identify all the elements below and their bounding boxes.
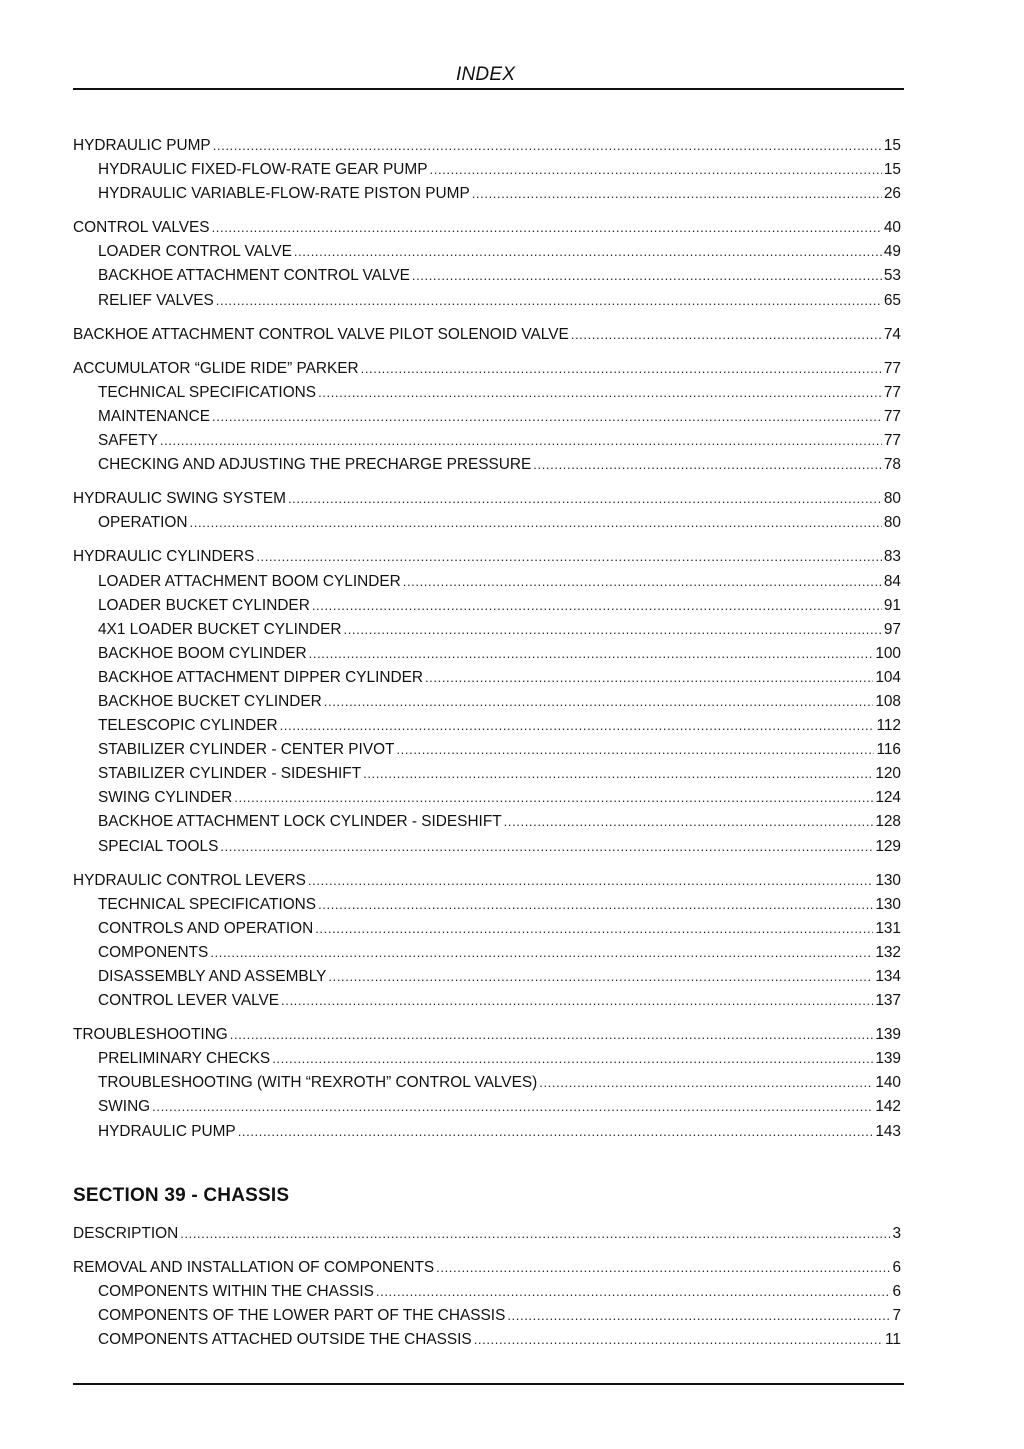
dot-leader [180, 1222, 890, 1246]
toc-entry-page: 139 [875, 1050, 901, 1068]
toc-entry-label: DISASSEMBLY AND ASSEMBLY [98, 968, 327, 985]
toc-entry[interactable] [73, 1222, 904, 1246]
toc-entry-label: RELIEF VALVES [98, 291, 214, 309]
toc-entry[interactable] [73, 453, 904, 477]
toc-group [73, 1222, 904, 1246]
toc-entry-label: BACKHOE ATTACHMENT CONTROL VALVE PILOT SOLENOID VALVE [73, 325, 569, 343]
toc-entry-page: 131 [875, 919, 901, 937]
toc-entry-page: 91 [883, 596, 901, 614]
toc-entry[interactable] [73, 666, 904, 690]
toc-entry[interactable] [73, 158, 904, 182]
dot-leader [308, 869, 873, 893]
toc-entry-page: 80 [883, 514, 901, 532]
dot-leader [436, 1256, 890, 1280]
toc-entry[interactable] [73, 264, 904, 288]
toc-entry-label: TROUBLESHOOTING [73, 1026, 228, 1044]
dot-leader [474, 1328, 883, 1352]
toc-entry[interactable] [73, 738, 904, 762]
toc-entry[interactable] [73, 1280, 904, 1304]
toc-entry[interactable] [73, 714, 904, 738]
toc-entry-page: 65 [883, 291, 901, 309]
toc-entry[interactable] [73, 893, 904, 917]
toc-group [73, 487, 904, 535]
toc-entry-label: HYDRAULIC FIXED-FLOW-RATE GEAR PUMP [98, 161, 428, 179]
toc-entry-page: 74 [883, 325, 901, 343]
toc-entry-label: TECHNICAL SPECIFICATIONS [98, 383, 317, 401]
toc-entry-label: TELESCOPIC CYLINDER [98, 717, 278, 735]
toc-entry-page: 132 [875, 943, 901, 961]
toc-entry-label: STABILIZER CYLINDER - SIDESHIFT [98, 765, 362, 783]
toc-entry-label: BACKHOE BOOM CYLINDER [98, 644, 307, 662]
toc-entry-label: HYDRAULIC VARIABLE-FLOW-RATE PISTON PUMP [98, 185, 470, 203]
toc-entry-label: LOADER ATTACHMENT BOOM CYLINDER [98, 572, 401, 590]
toc-entry-label: SWING [98, 1098, 151, 1116]
toc-entry[interactable] [73, 240, 904, 264]
toc-entry[interactable] [73, 1304, 904, 1328]
section-heading: SECTION 39 - CHASSIS [73, 1185, 290, 1206]
toc-entry[interactable] [73, 917, 904, 941]
toc-entry-label: SAFETY [98, 432, 158, 450]
toc-entry[interactable] [73, 965, 904, 989]
toc-entry-page: 53 [883, 267, 901, 285]
toc-entry[interactable] [73, 594, 904, 618]
dot-leader [281, 989, 873, 1013]
toc-group [73, 869, 904, 1014]
toc-entry[interactable] [73, 405, 904, 429]
toc-entry-page: 77 [883, 407, 901, 425]
toc-entry-label: CONTROL VALVES [73, 219, 210, 237]
toc-group [73, 1023, 904, 1143]
dot-leader [396, 738, 874, 762]
toc-entry-label: COMPONENTS OF THE LOWER PART OF THE CHASSIS [98, 1307, 506, 1325]
toc-entry-label: HYDRAULIC CONTROL LEVERS [73, 871, 306, 889]
toc-entry-label: BACKHOE ATTACHMENT LOCK CYLINDER - SIDESHIFT [98, 813, 502, 831]
toc-entry-page: 6 [892, 1259, 901, 1277]
dot-leader [213, 134, 882, 158]
toc-entry-page: 104 [875, 668, 901, 686]
toc-entry-label: CONTROLS AND OPERATION [98, 919, 314, 937]
footer-rule [73, 1383, 904, 1385]
toc-entry-page: 83 [883, 548, 901, 566]
toc-entry-page: 134 [875, 968, 901, 985]
toc-entry-label: MAINTENANCE [98, 407, 211, 425]
toc-entry-label: BACKHOE ATTACHMENT CONTROL VALVE [98, 267, 410, 285]
toc-chassis [73, 1222, 904, 1352]
toc-main [73, 134, 904, 1144]
dot-leader [363, 762, 873, 786]
toc-entry-page: 116 [876, 741, 901, 759]
dot-leader [190, 511, 882, 535]
dot-leader [216, 289, 882, 313]
toc-entry[interactable] [73, 357, 904, 381]
toc-entry-page: 3 [892, 1225, 901, 1242]
toc-entry-label: SPECIAL TOOLS [98, 837, 219, 855]
toc-entry-label: OPERATION [98, 514, 188, 532]
toc-entry-label: LOADER CONTROL VALVE [98, 243, 292, 261]
toc-entry[interactable] [73, 1023, 904, 1047]
page-title: INDEX [456, 64, 516, 85]
dot-leader [280, 714, 875, 738]
toc-entry-label: HYDRAULIC PUMP [98, 1122, 236, 1140]
toc-entry[interactable] [73, 618, 904, 642]
toc-entry[interactable] [73, 690, 904, 714]
toc-entry-page: 80 [883, 490, 901, 508]
dot-leader [315, 917, 873, 941]
toc-entry-page: 11 [885, 1331, 901, 1349]
toc-entry-page: 49 [883, 243, 901, 261]
toc-entry[interactable] [73, 1095, 904, 1119]
dot-leader [212, 216, 882, 240]
dot-leader [571, 323, 882, 347]
toc-entry-page: 7 [892, 1307, 901, 1325]
toc-entry[interactable] [73, 989, 904, 1013]
dot-leader [504, 810, 874, 834]
toc-entry-label: TROUBLESHOOTING (WITH “REXROTH” CONTROL VALVES) [98, 1074, 538, 1092]
toc-entry[interactable] [73, 182, 904, 206]
dot-leader [472, 182, 882, 206]
dot-leader [272, 1047, 873, 1071]
toc-entry-page: 26 [883, 185, 901, 203]
toc-entry-label: SWING CYLINDER [98, 789, 233, 807]
dot-leader [328, 965, 873, 989]
dot-leader [539, 1071, 873, 1095]
toc-entry-label: ACCUMULATOR “GLIDE RIDE” PARKER [73, 359, 359, 377]
toc-entry[interactable] [73, 1328, 904, 1352]
dot-leader [294, 240, 882, 264]
toc-entry-label: BACKHOE BUCKET CYLINDER [98, 692, 322, 710]
toc-entry[interactable] [73, 941, 904, 965]
toc-entry[interactable] [73, 487, 904, 511]
toc-entry[interactable] [73, 511, 904, 535]
dot-leader [220, 835, 873, 859]
toc-entry-page: 112 [876, 717, 901, 735]
toc-entry-label: COMPONENTS [98, 943, 209, 961]
toc-entry-page: 77 [883, 359, 901, 377]
toc-entry[interactable] [73, 1256, 904, 1280]
toc-entry-label: 4X1 LOADER BUCKET CYLINDER [98, 620, 342, 638]
toc-entry-page: 78 [883, 456, 901, 474]
toc-entry-label: BACKHOE ATTACHMENT DIPPER CYLINDER [98, 668, 423, 686]
toc-entry-label: CHECKING AND ADJUSTING THE PRECHARGE PRESSURE [98, 456, 532, 474]
toc-entry-page: 108 [875, 692, 901, 710]
dot-leader [403, 570, 882, 594]
toc-entry-label: PRELIMINARY CHECKS [98, 1050, 271, 1068]
toc-entry-page: 137 [875, 992, 901, 1010]
toc-entry-label: CONTROL LEVER VALVE [98, 992, 280, 1010]
toc-entry-page: 40 [883, 219, 901, 237]
toc-entry-label: COMPONENTS WITHIN THE CHASSIS [98, 1283, 374, 1301]
toc-entry-page: 77 [883, 383, 901, 401]
toc-entry-label: LOADER BUCKET CYLINDER [98, 596, 310, 614]
toc-entry-page: 6 [892, 1283, 901, 1301]
toc-entry-page: 129 [875, 837, 901, 855]
toc-entry-page: 97 [883, 620, 901, 638]
dot-leader [343, 618, 881, 642]
toc-entry[interactable] [73, 1120, 904, 1144]
toc-entry-page: 77 [883, 432, 901, 450]
dot-leader [230, 1023, 874, 1047]
toc-entry[interactable] [73, 1071, 904, 1095]
toc-entry-page: 120 [875, 765, 901, 783]
toc-entry[interactable] [73, 429, 904, 453]
dot-leader [425, 666, 873, 690]
dot-leader [234, 786, 873, 810]
dot-leader [152, 1095, 873, 1119]
dot-leader [309, 642, 874, 666]
dot-leader [361, 357, 882, 381]
toc-entry-page: 15 [883, 137, 901, 154]
toc-entry[interactable] [73, 810, 904, 834]
dot-leader [318, 381, 882, 405]
toc-entry[interactable] [73, 835, 904, 859]
toc-entry-page: 15 [883, 161, 901, 179]
toc-entry[interactable] [73, 381, 904, 405]
toc-entry-page: 143 [875, 1122, 901, 1140]
toc-entry-label: HYDRAULIC SWING SYSTEM [73, 490, 286, 508]
toc-entry-label: TECHNICAL SPECIFICATIONS [98, 895, 317, 913]
toc-entry-label: REMOVAL AND INSTALLATION OF COMPONENTS [73, 1259, 435, 1277]
toc-entry[interactable] [73, 869, 904, 893]
toc-entry-page: 139 [875, 1026, 901, 1044]
dot-leader [256, 545, 882, 569]
toc-group [73, 216, 904, 312]
dot-leader [318, 893, 873, 917]
toc-group [73, 323, 904, 347]
toc-entry-page: 100 [875, 644, 901, 662]
toc-entry-label: COMPONENTS ATTACHED OUTSIDE THE CHASSIS [98, 1331, 472, 1349]
toc-entry-page: 128 [875, 813, 901, 831]
toc-group [73, 1256, 904, 1352]
toc-entry[interactable] [73, 786, 904, 810]
dot-leader [507, 1304, 890, 1328]
toc-entry-label: DESCRIPTION [73, 1225, 179, 1242]
toc-entry[interactable] [73, 216, 904, 240]
toc-group [73, 357, 904, 477]
toc-entry-page: 130 [875, 895, 901, 913]
dot-leader [376, 1280, 891, 1304]
dot-leader [533, 453, 882, 477]
toc-entry-label: HYDRAULIC CYLINDERS [73, 548, 255, 566]
toc-group [73, 134, 904, 206]
toc-entry[interactable] [73, 1047, 904, 1071]
dot-leader [324, 690, 874, 714]
toc-entry-page: 142 [875, 1098, 901, 1116]
toc-entry-label: STABILIZER CYLINDER - CENTER PIVOT [98, 741, 395, 759]
toc-entry-page: 84 [883, 572, 901, 590]
dot-leader [430, 158, 882, 182]
toc-entry-page: 140 [875, 1074, 901, 1092]
toc-entry[interactable] [73, 289, 904, 313]
dot-leader [160, 429, 882, 453]
toc-entry-page: 130 [875, 871, 901, 889]
toc-entry-page: 124 [875, 789, 901, 807]
dot-leader [312, 594, 882, 618]
toc-entry[interactable] [73, 323, 904, 347]
dot-leader [212, 405, 882, 429]
toc-group [73, 545, 904, 858]
toc-entry[interactable] [73, 570, 904, 594]
toc-entry[interactable] [73, 642, 904, 666]
toc-entry[interactable] [73, 134, 904, 158]
dot-leader [210, 941, 873, 965]
toc-entry-label: HYDRAULIC PUMP [73, 137, 211, 154]
toc-entry[interactable] [73, 545, 904, 569]
dot-leader [412, 264, 882, 288]
header-rule [73, 88, 904, 90]
dot-leader [288, 487, 882, 511]
dot-leader [238, 1120, 874, 1144]
toc-entry[interactable] [73, 762, 904, 786]
